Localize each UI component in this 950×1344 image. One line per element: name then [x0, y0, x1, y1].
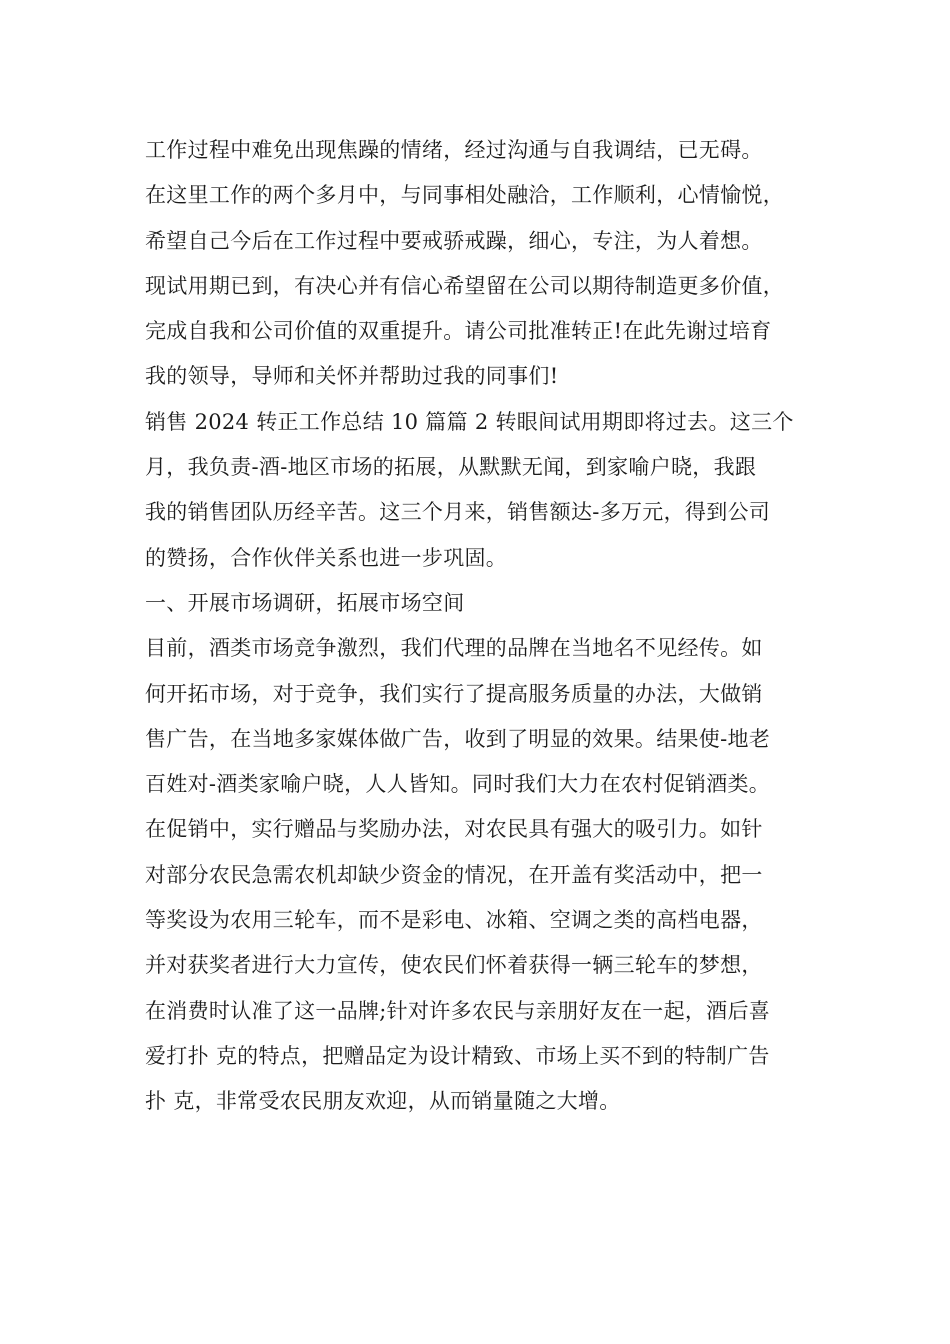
text-line: 在消费时认准了这一品牌;针对许多农民与亲朋好友在一起，酒后喜	[145, 998, 771, 1023]
text-line: 完成自我和公司价值的双重提升。请公司批准转正!在此先谢过培育	[145, 319, 772, 344]
document-body	[145, 128, 825, 1125]
text-line: 何开拓市场，对于竞争，我们实行了提高服务质量的办法，大做销	[145, 681, 763, 706]
text-line: 月，我负责-酒-地区市场的拓展，从默默无闻，到家喻户晓，我跟	[145, 455, 757, 480]
text-line: 扑 克，非常受农民朋友欢迎，从而销量随之大增。	[145, 1089, 621, 1114]
text-line: 我的销售团队历经辛苦。这三个月来，销售额达-多万元，得到公司	[145, 500, 771, 525]
section-heading: 一、开展市场调研，拓展市场空间	[145, 590, 465, 615]
text-line: 百姓对-酒类家喻户晓，人人皆知。同时我们大力在农村促销酒类。	[145, 772, 771, 797]
text-line: 工作过程中难免出现焦躁的情绪，经过沟通与自我调结，已无碍。	[145, 138, 763, 162]
text-line: 我的领导，导师和关怀并帮助过我的同事们!	[145, 364, 559, 389]
text-line: 目前，酒类市场竞争激烈，我们代理的品牌在当地名不见经传。如	[145, 636, 763, 661]
text-line: 并对获奖者进行大力宣传，使农民们怀着获得一辆三轮车的梦想，	[145, 953, 763, 978]
text-line: 对部分农民急需农机却缺少资金的情况，在开盖有奖活动中，把一	[145, 862, 763, 887]
text-line: 销售 2024 转正工作总结 10 篇篇 2 转眼间试用期即将过去。这三个	[145, 409, 794, 434]
text-line: 在这里工作的两个多月中，与同事相处融洽，工作顺利，心情愉悦，	[145, 183, 784, 208]
text-line: 爱打扑 克的特点，把赠品定为设计精致、市场上买不到的特制广告	[145, 1043, 770, 1068]
text-line: 现试用期已到，有决心并有信心希望留在公司以期待制造更多价值，	[145, 273, 784, 298]
text-line: 售广告，在当地多家媒体做广告，收到了明显的效果。结果使-地老	[145, 726, 771, 751]
text-line: 在促销中，实行赠品与奖励办法，对农民具有强大的吸引力。如针	[145, 817, 763, 842]
text-line: 的赞扬，合作伙伴关系也进一步巩固。	[145, 545, 508, 570]
text-line: 等奖设为农用三轮车，而不是彩电、冰箱、空调之类的高档电器，	[145, 908, 763, 933]
text-line: 希望自己今后在工作过程中要戒骄戒躁，细心，专注，为人着想。	[145, 228, 763, 253]
